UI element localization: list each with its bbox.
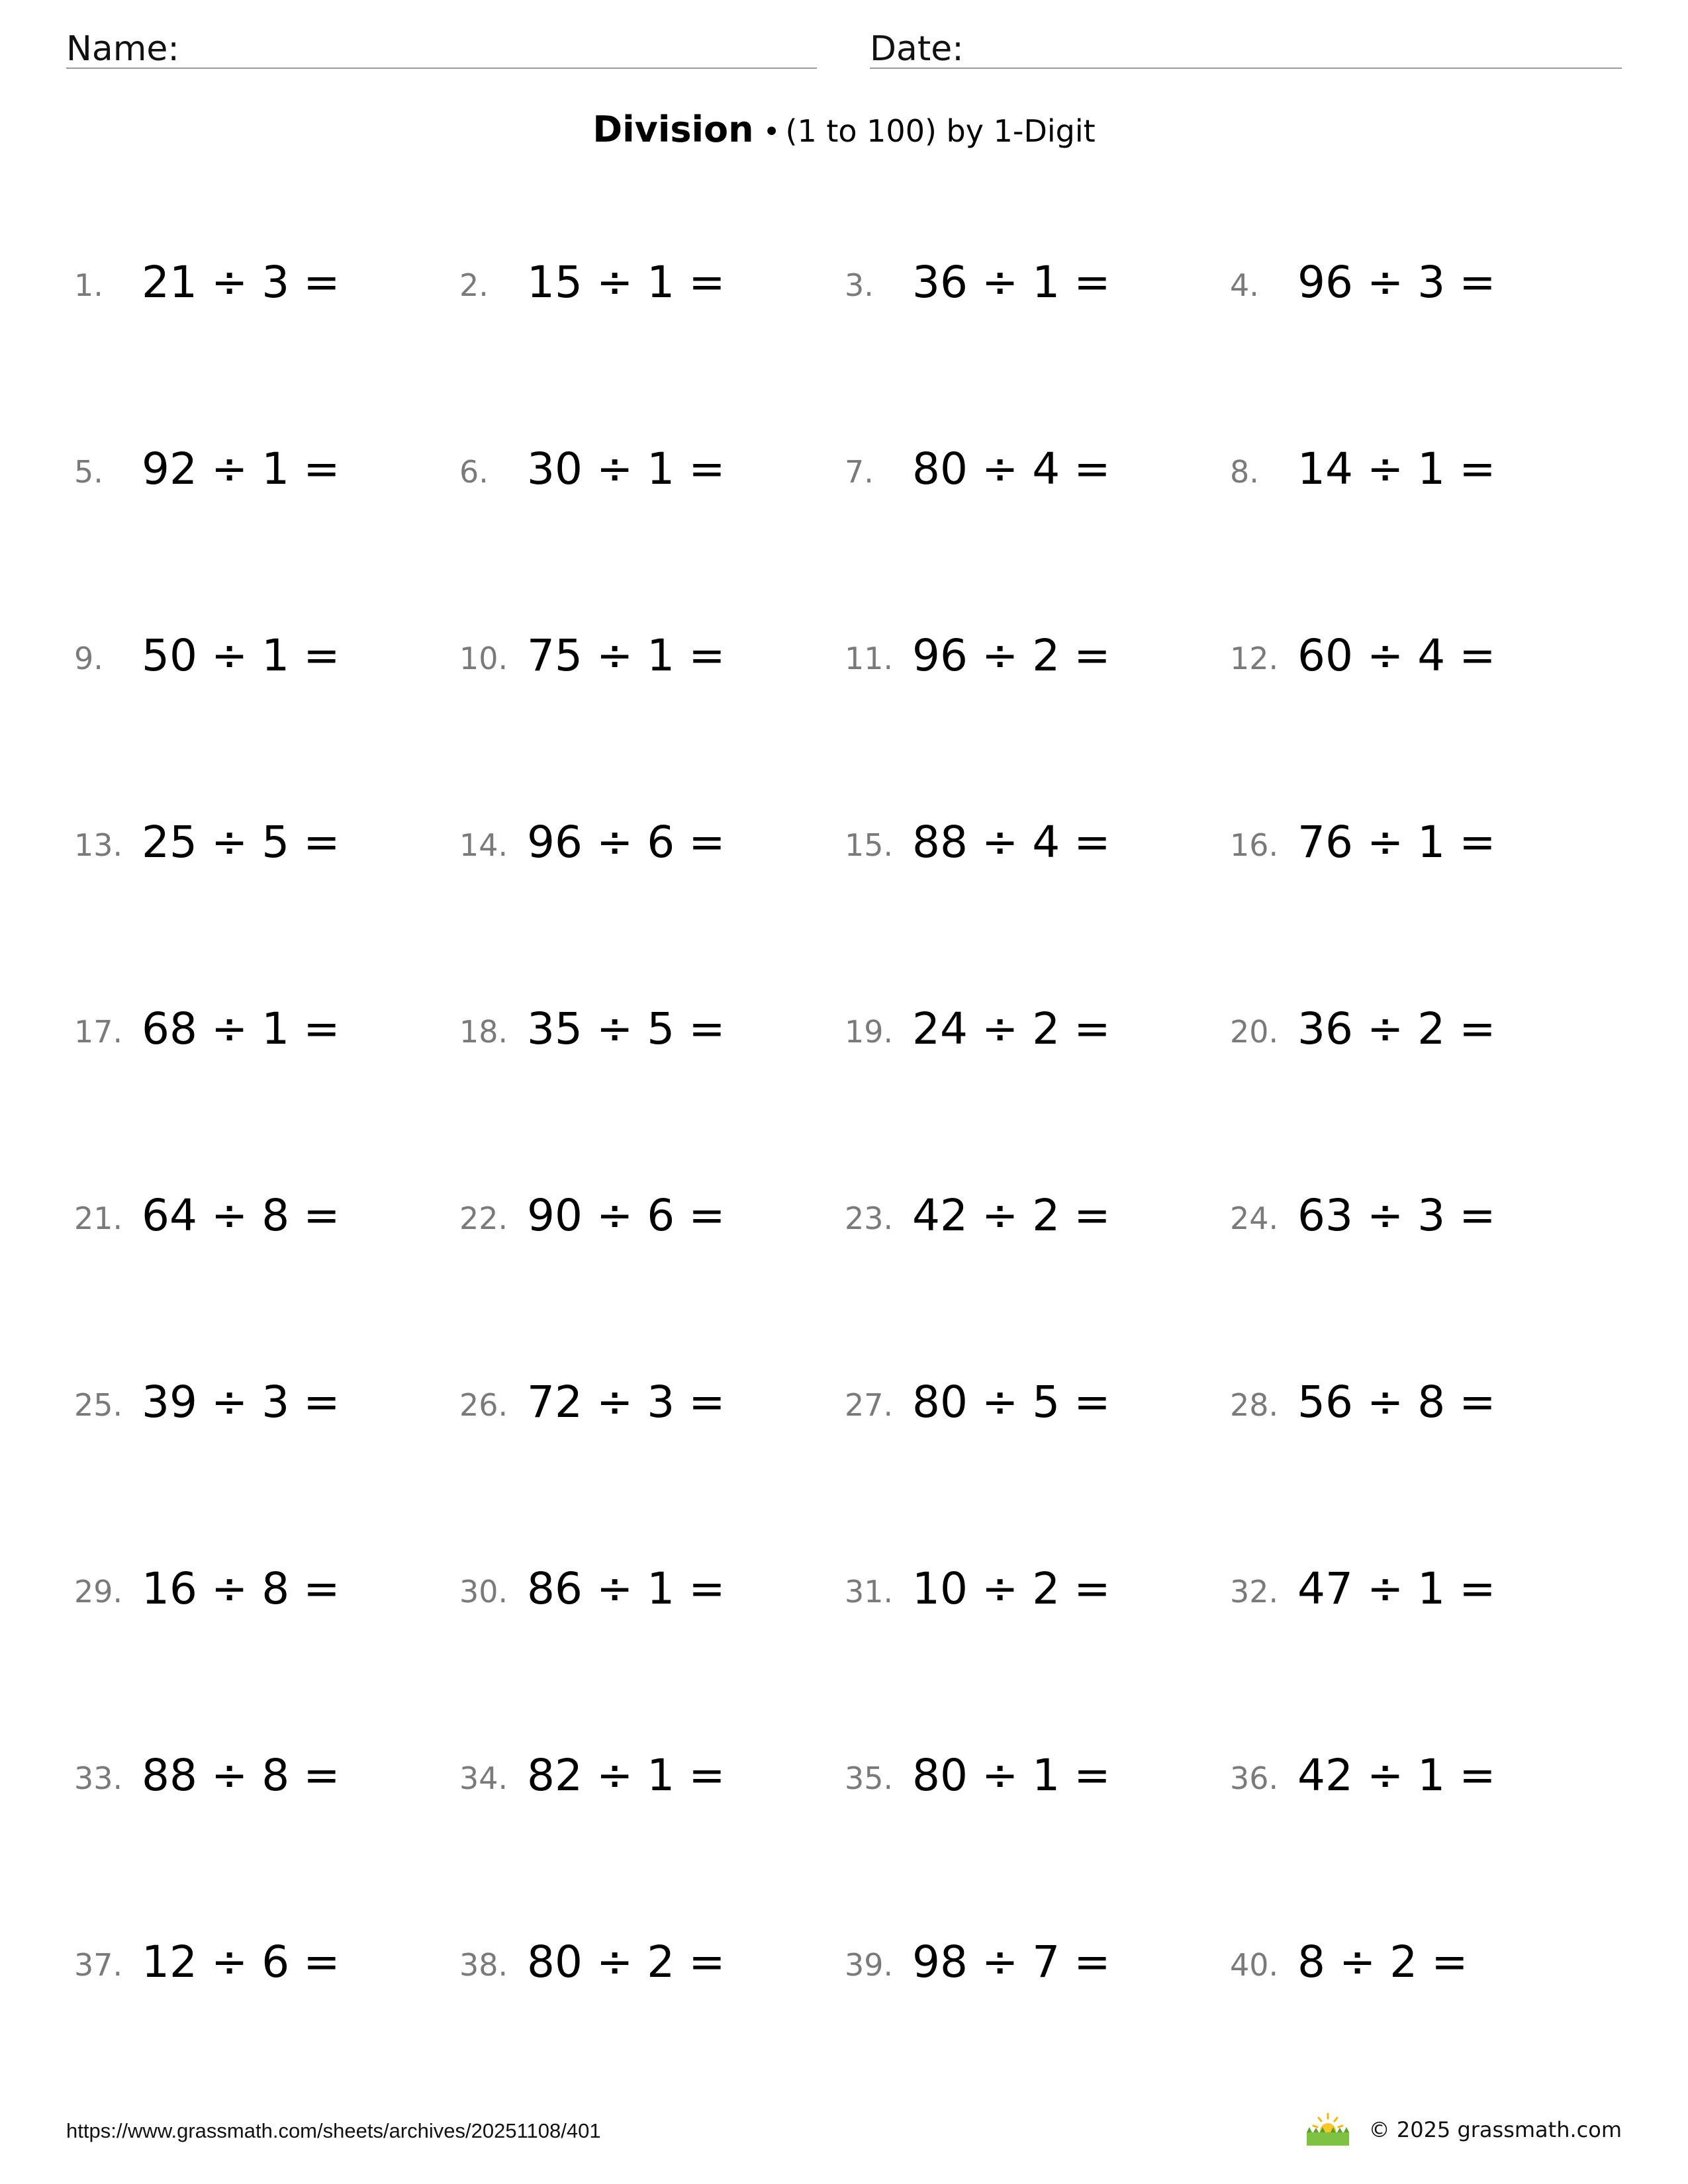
problem-item	[74, 251, 458, 311]
problem-expression: 60 ÷ 4 =	[1297, 630, 1496, 681]
problem-number: 25.	[74, 1387, 123, 1423]
problem-number: 36.	[1230, 1760, 1279, 1796]
problem-number: 24.	[1230, 1201, 1279, 1236]
problem-item	[459, 998, 843, 1058]
problem-expression: 75 ÷ 1 =	[527, 630, 726, 681]
title-subtitle: (1 to 100) by 1-Digit	[785, 113, 1096, 149]
problem-number: 32.	[1230, 1574, 1279, 1610]
name-label: Name:	[66, 29, 179, 69]
problem-item	[1230, 1558, 1614, 1617]
problem-number: 28.	[1230, 1387, 1279, 1423]
problem-number: 7.	[845, 454, 874, 490]
problem-number: 5.	[74, 454, 103, 490]
footer-brand	[1303, 2110, 1622, 2150]
problem-item	[74, 625, 458, 684]
problem-expression: 24 ÷ 2 =	[912, 1003, 1111, 1054]
problem-expression: 42 ÷ 2 =	[912, 1190, 1111, 1241]
problem-number: 6.	[459, 454, 489, 490]
problem-item	[459, 1558, 843, 1617]
problem-expression: 8 ÷ 2 =	[1297, 1936, 1468, 1987]
problem-item	[459, 1745, 843, 1804]
title-separator: •	[763, 115, 780, 149]
problem-expression: 72 ÷ 3 =	[527, 1377, 726, 1428]
problem-expression: 64 ÷ 8 =	[142, 1190, 340, 1241]
problem-item	[1230, 1371, 1614, 1431]
problem-expression: 30 ÷ 1 =	[527, 443, 726, 494]
problem-number: 23.	[845, 1201, 894, 1236]
problem-expression: 35 ÷ 5 =	[527, 1003, 726, 1054]
problem-expression: 80 ÷ 2 =	[527, 1936, 726, 1987]
problem-number: 35.	[845, 1760, 894, 1796]
problem-number: 29.	[74, 1574, 123, 1610]
problem-number: 20.	[1230, 1014, 1279, 1050]
problem-expression: 68 ÷ 1 =	[142, 1003, 340, 1054]
problem-number: 30.	[459, 1574, 508, 1610]
problem-item	[845, 1185, 1229, 1244]
problem-expression: 80 ÷ 4 =	[912, 443, 1111, 494]
problem-item	[74, 998, 458, 1058]
problem-number: 10.	[459, 641, 508, 676]
problem-item	[74, 1558, 458, 1617]
problem-number: 33.	[74, 1760, 123, 1796]
problem-expression: 36 ÷ 2 =	[1297, 1003, 1496, 1054]
problem-number: 40.	[1230, 1947, 1279, 1983]
problem-item	[1230, 251, 1614, 311]
problem-number: 12.	[1230, 641, 1279, 676]
problem-number: 9.	[74, 641, 103, 676]
problem-expression: 10 ÷ 2 =	[912, 1563, 1111, 1614]
copyright-text: © 2025 grassmath.com	[1368, 2117, 1622, 2142]
problem-item	[74, 1185, 458, 1244]
problem-item	[845, 438, 1229, 498]
problem-item	[845, 625, 1229, 684]
problem-item	[1230, 1185, 1614, 1244]
problem-expression: 96 ÷ 6 =	[527, 817, 726, 868]
problem-expression: 96 ÷ 2 =	[912, 630, 1111, 681]
problem-number: 22.	[459, 1201, 508, 1236]
problem-number: 27.	[845, 1387, 894, 1423]
problem-item	[74, 438, 458, 498]
problem-item	[459, 438, 843, 498]
problem-item	[1230, 811, 1614, 871]
problem-expression: 15 ÷ 1 =	[527, 257, 726, 308]
problem-item	[1230, 1745, 1614, 1804]
problem-number: 14.	[459, 827, 508, 863]
problem-number: 34.	[459, 1760, 508, 1796]
problem-item	[845, 1371, 1229, 1431]
problem-item	[74, 1745, 458, 1804]
problem-expression: 47 ÷ 1 =	[1297, 1563, 1496, 1614]
date-field[interactable]	[870, 20, 1622, 69]
problem-item	[74, 1371, 458, 1431]
problem-expression: 56 ÷ 8 =	[1297, 1377, 1496, 1428]
problem-item	[459, 1371, 843, 1431]
problem-number: 17.	[74, 1014, 123, 1050]
name-field[interactable]	[66, 20, 817, 69]
problem-number: 13.	[74, 827, 123, 863]
problem-expression: 25 ÷ 5 =	[142, 817, 340, 868]
problem-number: 39.	[845, 1947, 894, 1983]
problem-expression: 88 ÷ 8 =	[142, 1750, 340, 1801]
problem-expression: 92 ÷ 1 =	[142, 443, 340, 494]
problem-number: 11.	[845, 641, 894, 676]
problem-item	[459, 251, 843, 311]
problem-item	[459, 811, 843, 871]
problem-expression: 80 ÷ 1 =	[912, 1750, 1111, 1801]
problem-item	[845, 251, 1229, 311]
problem-number: 15.	[845, 827, 894, 863]
problem-expression: 80 ÷ 5 =	[912, 1377, 1111, 1428]
problem-number: 3.	[845, 267, 874, 303]
problem-expression: 12 ÷ 6 =	[142, 1936, 340, 1987]
title-main: Division	[592, 109, 754, 150]
problem-item	[459, 1931, 843, 1991]
problem-number: 21.	[74, 1201, 123, 1236]
problem-expression: 39 ÷ 3 =	[142, 1377, 340, 1428]
worksheet-title	[0, 106, 1688, 162]
problem-expression: 63 ÷ 3 =	[1297, 1190, 1496, 1241]
problem-number: 19.	[845, 1014, 894, 1050]
problem-number: 1.	[74, 267, 103, 303]
problem-item	[845, 1931, 1229, 1991]
problem-expression: 21 ÷ 3 =	[142, 257, 340, 308]
problem-item	[459, 1185, 843, 1244]
problem-item	[74, 1931, 458, 1991]
problem-expression: 90 ÷ 6 =	[527, 1190, 726, 1241]
problem-item	[1230, 625, 1614, 684]
grass-sun-logo-icon	[1303, 2111, 1353, 2148]
problem-item	[1230, 998, 1614, 1058]
problem-expression: 88 ÷ 4 =	[912, 817, 1111, 868]
problem-item	[74, 811, 458, 871]
problem-item	[845, 1558, 1229, 1617]
problem-item	[845, 998, 1229, 1058]
problem-number: 18.	[459, 1014, 508, 1050]
date-label: Date:	[870, 29, 964, 69]
problem-expression: 86 ÷ 1 =	[527, 1563, 726, 1614]
problem-expression: 14 ÷ 1 =	[1297, 443, 1496, 494]
problem-item	[459, 625, 843, 684]
problem-expression: 42 ÷ 1 =	[1297, 1750, 1496, 1801]
problem-number: 37.	[74, 1947, 123, 1983]
problem-expression: 82 ÷ 1 =	[527, 1750, 726, 1801]
problem-item	[1230, 438, 1614, 498]
problem-number: 31.	[845, 1574, 894, 1610]
problem-number: 4.	[1230, 267, 1259, 303]
problem-item	[845, 811, 1229, 871]
problem-grid	[0, 251, 1688, 2138]
problem-expression: 16 ÷ 8 =	[142, 1563, 340, 1614]
problem-number: 26.	[459, 1387, 508, 1423]
footer-url: https://www.grassmath.com/sheets/archives/20251108/401	[66, 2119, 601, 2142]
problem-number: 2.	[459, 267, 489, 303]
problem-item	[1230, 1931, 1614, 1991]
problem-expression: 96 ÷ 3 =	[1297, 257, 1496, 308]
problem-number: 8.	[1230, 454, 1259, 490]
problem-expression: 76 ÷ 1 =	[1297, 817, 1496, 868]
problem-item	[845, 1745, 1229, 1804]
problem-number: 16.	[1230, 827, 1279, 863]
problem-expression: 50 ÷ 1 =	[142, 630, 340, 681]
problem-number: 38.	[459, 1947, 508, 1983]
problem-expression: 36 ÷ 1 =	[912, 257, 1111, 308]
problem-expression: 98 ÷ 7 =	[912, 1936, 1111, 1987]
